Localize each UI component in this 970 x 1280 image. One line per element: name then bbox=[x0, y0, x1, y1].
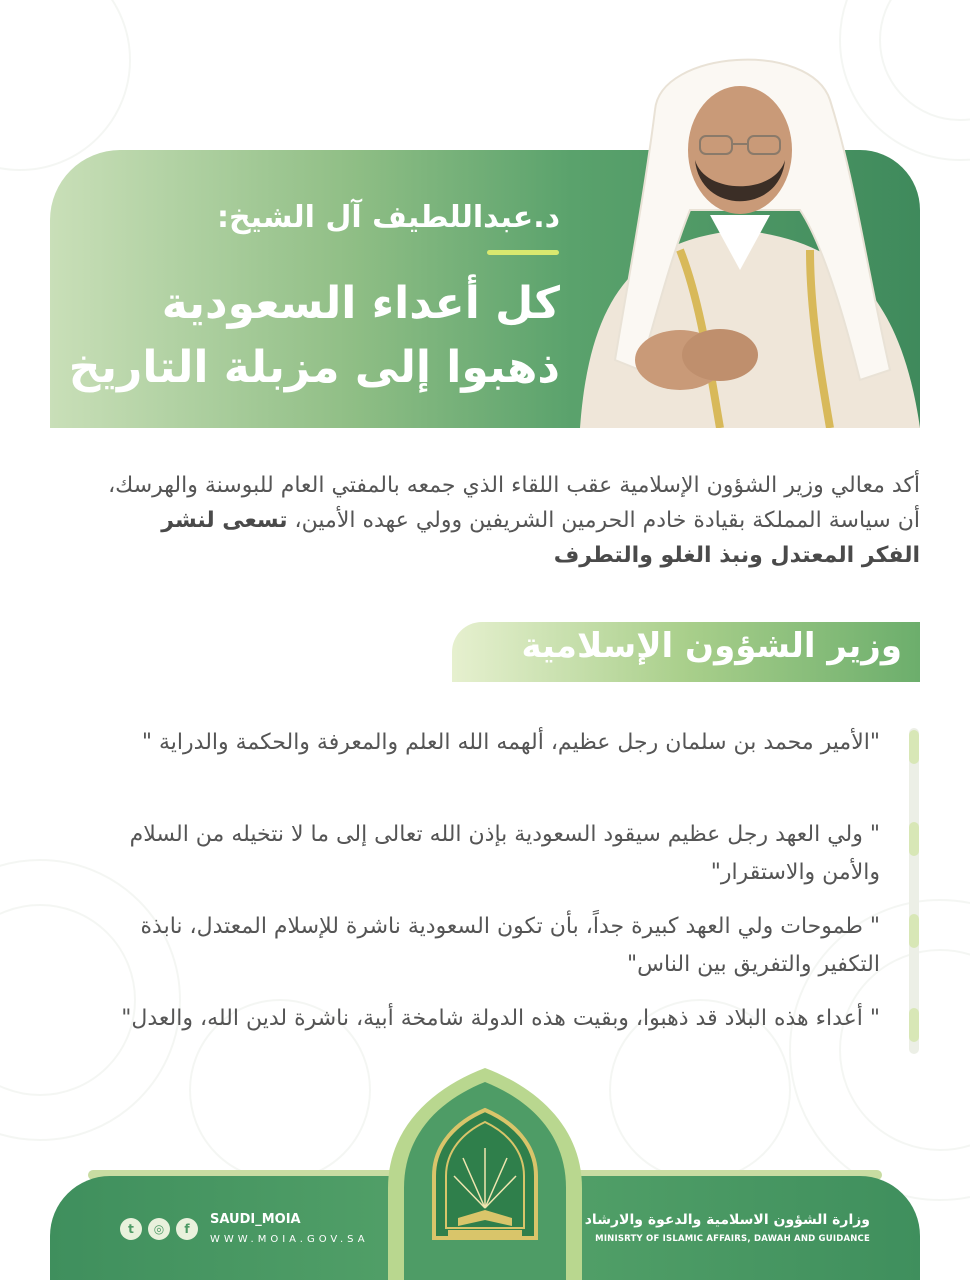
website-link[interactable]: WWW.MOIA.GOV.SA bbox=[210, 1234, 369, 1245]
section-title: وزير الشؤون الإسلامية bbox=[521, 626, 902, 666]
facebook-icon[interactable]: f bbox=[176, 1218, 198, 1240]
twitter-icon[interactable]: t bbox=[120, 1218, 142, 1240]
quote-marker bbox=[909, 822, 919, 856]
intro-paragraph bbox=[100, 468, 920, 573]
intro-emphasis: تسعى لنشر الفكر المعتدل ونبذ الغلو والتطرف bbox=[161, 508, 920, 568]
intro-text: أكد معالي وزير الشؤون الإسلامية عقب اللقاء الذي جمعه بالمفتي العام للبوسنة والهرسك، أن سياسة المملكة بقيادة خادم الحرمين الشريفين وولي عهده الأمين، bbox=[108, 473, 920, 533]
ministry-name-arabic: وزارة الشؤون الاسلامية والدعوة والارشاد bbox=[584, 1212, 870, 1228]
quote-item: " طموحات ولي العهد كبيرة جداً، بأن تكون السعودية ناشرة للإسلام المعتدل، نابذة التكفير والتفريق بين الناس" bbox=[140, 914, 880, 977]
ministry-emblem bbox=[388, 1068, 582, 1280]
quotes-list bbox=[100, 724, 880, 1092]
quote-marker bbox=[909, 730, 919, 764]
speaker-portrait bbox=[560, 40, 920, 428]
instagram-icon[interactable]: ◎ bbox=[148, 1218, 170, 1240]
social-handle[interactable]: SAUDI_MOIA bbox=[210, 1212, 301, 1227]
byline-underline bbox=[487, 250, 559, 255]
quote-marker bbox=[909, 1008, 919, 1042]
quote-item: " أعداء هذه البلاد قد ذهبوا، وبقيت هذه الدولة شامخة أبية، ناشرة لدين الله، والعدل" bbox=[121, 1006, 880, 1031]
ministry-name bbox=[570, 1210, 870, 1248]
speaker-byline: د.عبداللطيف آل الشيخ: bbox=[217, 200, 560, 235]
quote-item: "الأمير محمد بن سلمان رجل عظيم، ألهمه الله العلم والمعرفة والحكمة والدراية " bbox=[141, 730, 880, 755]
headline-line-2: ذهبوا إلى مزبلة التاريخ bbox=[68, 342, 560, 393]
quote-rail bbox=[909, 728, 919, 1054]
headline-line-1: كل أعداء السعودية bbox=[161, 278, 560, 329]
headline bbox=[40, 272, 560, 400]
ministry-name-english: MINISRTY OF ISLAMIC AFFAIRS, DAWAH AND GUIDANCE bbox=[595, 1234, 870, 1244]
quote-marker bbox=[909, 914, 919, 948]
quote-item: " ولي العهد رجل عظيم سيقود السعودية بإذن الله تعالى إلى ما لا نتخيله من السلام والأمن والاستقرار" bbox=[129, 822, 880, 885]
